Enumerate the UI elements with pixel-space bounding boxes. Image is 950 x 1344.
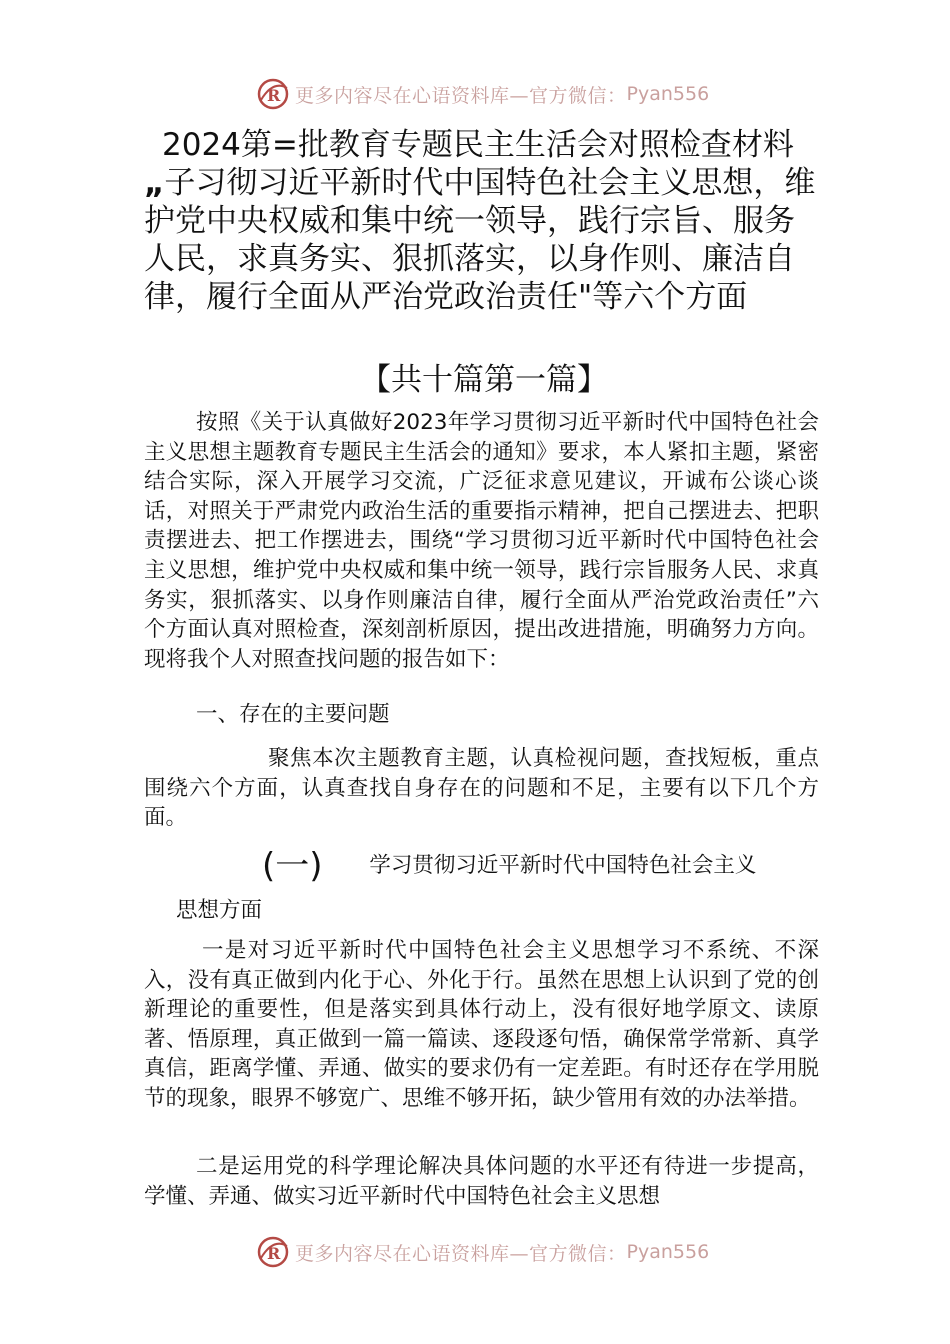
paragraph-point-1: 一是对习近平新时代中国特色社会主义思想学习不系统、不深入，没有真正做到内化于心、外化于行。虽然在思想上认识到了党的创新理论的重要性，但是落实到具体行动上，没有很好地学原文、读原著、悟原理，真正做到一篇一篇读、逐段逐句悟，确保常学常新、真学真信，距离学懂、弄通、做实的要求仍有一定差距。有时还存在学用脱节的现象，眼界不够宽广、思维不够开拓，缺少管用有效的办法举措。	[144, 938, 819, 1111]
watermark-wechat-id: Pyan556	[626, 83, 710, 105]
title-rest	[144, 164, 824, 316]
svg-text:R: R	[267, 1244, 281, 1263]
heading-main-problems: 一、存在的主要问题	[196, 702, 390, 727]
section-heading-1	[262, 840, 822, 892]
paragraph-point-2: 二是运用党的科学理论解决具体问题的水平还有待进一步提高，学懂、弄通、做实习近平新时代中国特色社会主义思想	[144, 1154, 819, 1209]
section-title: 学习贯彻习近平新时代中国特色社会主义	[369, 853, 757, 878]
watermark-text: 更多内容尽在心语资料库—官方微信：	[295, 1242, 627, 1265]
title-rest-text: 子习彻习近平新时代中国特色社会主义思想，维护党中央权威和集中统一领导，践行宗旨、服务人民，求真务实、狠抓落实，以身作则、廉洁自律，履行全面从严治党政治责任"等六个方面	[144, 165, 816, 315]
document-title	[144, 126, 824, 316]
paragraph-focus: 聚焦本次主题教育主题，认真检视问题，查找短板，重点围绕六个方面，认真查找自身存在的问题和不足，主要有以下几个方面。	[144, 746, 819, 831]
title-line-1: 2024第=批教育专题民主生活会对照检查材料	[162, 127, 794, 163]
svg-text:R: R	[267, 86, 281, 105]
watermark-footer	[255, 1232, 709, 1272]
watermark-text: 更多内容尽在心语资料库—官方微信：	[295, 84, 627, 107]
brand-logo-icon	[255, 1234, 291, 1270]
watermark-header	[255, 74, 709, 114]
watermark-wechat-id: Pyan556	[626, 1241, 710, 1263]
document-subtitle: 【共十篇第一篇】	[360, 362, 608, 398]
brand-logo-icon	[255, 76, 291, 112]
paragraph-intro: 按照《关于认真做好2023年学习贯彻习近平新时代中国特色社会主义思想主题教育专题民主生活会的通知》要求，本人紧扣主题，紧密结合实际，深入开展学习交流，广泛征求意见建议，开诚布公谈心谈话，对照关于严肃党内政治生活的重要指示精神，把自己摆进去、把职责摆进去、把工作摆进去，围绕“学习贯彻习近平新时代中国特色社会主义思想，维护党中央权威和集中统一领导，践行宗旨服务人民、求真务实，狠抓落实、以身作则廉洁自律，履行全面从严治党政治责任”六个方面认真对照检查，深刻剖析原因，提出改进措施，明确努力方向。现将我个人对照查找问题的报告如下：	[144, 410, 819, 672]
title-quote-mark: „	[144, 165, 163, 201]
section-number: (一)	[262, 846, 323, 886]
section-title-continued: 思想方面	[176, 898, 263, 923]
